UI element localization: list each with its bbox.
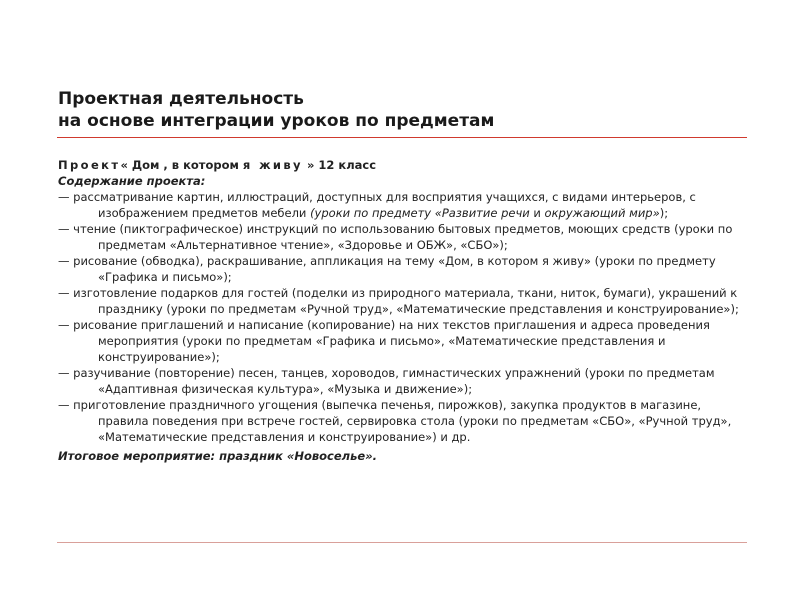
list-item: — чтение (пиктографическое) инструкций по использованию бытовых предметов, моющих средств (уроки по предметам «Альтернативное чтение», «Здоровье и ОБЖ», «СБО»); (58, 222, 733, 252)
project-name-close: » 12 класс (302, 158, 377, 172)
list-item (58, 189, 748, 221)
slide-body (58, 157, 748, 464)
footer-divider (57, 542, 747, 543)
content-heading: Содержание проекта: (58, 174, 206, 188)
list-item: — изготовление подарков для гостей (поделки из природного материала, ткани, ниток, бумаги), украшений к празднику (уроки по предметам «Ручной труд», «Математические представления и конструирование»); (58, 286, 739, 316)
list-item: — рисование (обводка), раскрашивание, аппликация на тему «Дом, в котором я живу» (уроки по предмету «Графика и письмо»); (58, 254, 716, 284)
project-prefix: Проект (58, 158, 121, 172)
title-line-1: Проектная деятельность (58, 89, 304, 109)
final-event: Итоговое мероприятие: праздник «Новоселье». (58, 449, 378, 463)
item-text: — рассматривание картин, иллюстраций, доступных для восприятия учащихся, с видами интерьеров, с изображением предметов мебели (58, 190, 696, 220)
item-italic: (уроки по предмету «Развитие речи (310, 206, 530, 220)
slide-title (58, 88, 758, 132)
list-item: — рисование приглашений и написание (копирование) на них текстов приглашения и адреса проведения мероприятия (уроки по предметам «Графика и письмо», «Математические представления и конструирование»); (58, 318, 710, 364)
item-text-2: и (529, 206, 545, 220)
project-name-open: « Дом , в котором (120, 158, 243, 172)
list-item: — приготовление праздничного угощения (выпечка печенья, пирожков), закупка продуктов в магазине, правила поведения при встрече гостей, сервировка стола (уроки по предметам «СБО», «Ручной труд», «Математические представления и конструирование») и др. (58, 398, 732, 444)
title-divider (57, 137, 747, 138)
title-line-2: на основе интеграции уроков по предметам (58, 111, 495, 131)
project-name-spaced: я живу (242, 158, 303, 172)
list-item: — разучивание (повторение) песен, танцев, хороводов, гимнастических упражнений (уроки по предметам «Адаптивная физическая культура», «Музыка и движение»); (58, 366, 715, 396)
item-text-3: ); (659, 206, 669, 220)
project-name (58, 157, 748, 173)
item-italic-2: окружающий мир» (544, 206, 660, 220)
